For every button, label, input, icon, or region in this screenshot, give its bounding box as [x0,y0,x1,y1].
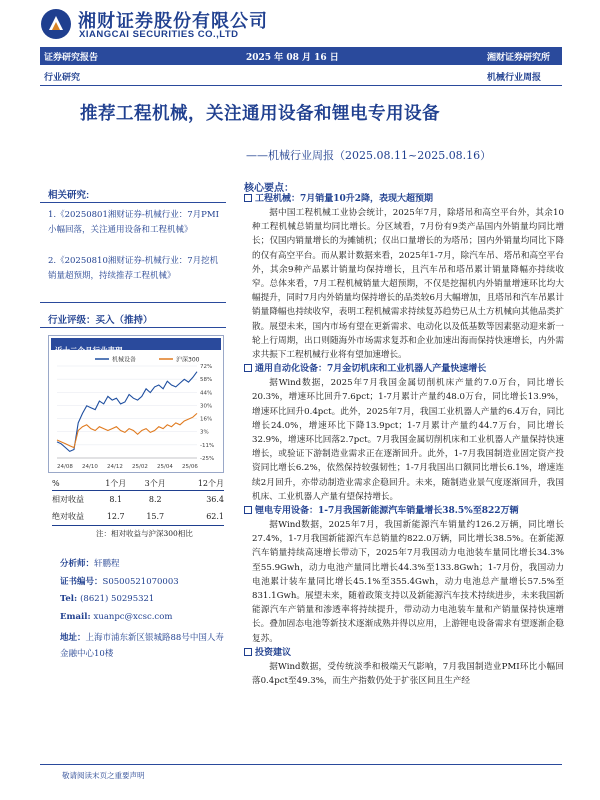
legend-label: 机械设备 [112,356,137,364]
analyst-name: 轩鹏程 [94,559,120,569]
section [244,192,564,362]
table-cell: 8.2 [148,495,162,504]
footer-disclaimer: 敬请阅读末页之重要声明 [62,771,145,780]
footer-divider [40,764,562,765]
x-tick-label: 25/04 [157,464,173,470]
checkbox-icon [244,648,252,656]
returns-table [52,477,224,526]
header-divider [40,85,562,86]
related-item[interactable]: 1.《20250801湘财证券-机械行业：7月PMI小幅回落，关注通用设备和工程机械》 [48,210,219,235]
table-note: 注：相对收益与沪深300相比 [96,529,193,538]
section-title: 投资建议 [244,646,564,660]
company-name-en: XIANGCAI SECURITIES CO.,LTD [79,29,239,40]
performance-chart-box [48,335,224,473]
table-cell: 15.7 [146,512,165,521]
address-label: 地址： [60,633,86,643]
main-content [244,192,564,688]
cert-label: 证书编号： [60,576,103,587]
section-title: 锂电专用设备：1-7月我国新能源汽车销量增长38.5%至822万辆 [244,504,564,518]
table-cell: 12.7 [106,512,125,521]
industry-rating: 行业评级：买入（推持） [48,315,153,326]
address-block [60,630,228,662]
x-tick-label: 24/10 [82,464,98,470]
checkbox-icon [244,364,252,372]
section-body: 据Wind数据，2025年7月，我国新能源汽车销量约126.2万辆，同比增长27.4%，1-7月我国新能源汽车总销量约822.0万辆，同比增长38.5%。在新能源汽车销量持续高速增长带动下，2025年7月我国动力电池装车量同比增长34.3%至55.9Gwh，动力电池产量同比增长44.3%至133.8Gwh；1-7月份，我国动力电池累计装车量同比增长45.1%至355.4Gwh，动力电池总产量增长57.5%至831.1Gwh。展望未来，随着政策支持以及新能源汽车技术持续进步，未来我国新能源汽车产销量和渗透率将持续提升，带动动力电池装车量和产销量保持快速增长。叠加固态电池等新技术逐渐成熟并得以应用，上游锂电设备需求有望逐渐企稳复苏。 [252,520,564,644]
section [244,504,564,646]
x-tick-label: 24/12 [107,464,123,470]
checkbox-icon [244,506,252,514]
y-tick-label: -25% [200,456,215,462]
x-tick-label: 24/08 [57,464,73,470]
email-label: Email: [60,611,91,622]
y-tick-label: -11% [200,442,215,449]
section-title: 工程机械：7月销量10升2降，表现大超预期 [244,192,564,206]
section-body: 据Wind数据，2025年7月我国金属切削机床产量约7.0万台，同比增长20.3%，增速环比回升7.6pct；1-7月累计产量约48.0万台，同比增长13.9%，增速环比回升0.4pct。此外，2025年7月，我国工业机器人产量约6.4万台，同比增长24.0%，增速环比下降13.9pct；1-7月累计产量约44.7万台，同比增长32.9%，增速环比回落2.7pct。7月我国金属切削机床和工业机器人产量保持快速增长，或验证下游制造业需求正在逐渐回升。此外，1-7月我国制造业固定资产投资同比增长6.2%，依然保持较强韧性；1-7月我国出口额同比增长6.1%，增速连续2月回升，亦带动制造业需求企稳回升。未来，随制造业景气度逐渐回升，我国机床、工业机器人产量有望保持增长。 [252,378,564,502]
y-tick-label: 58% [200,377,213,384]
table-cell: 62.1 [206,512,224,521]
table-header-cell: 1个月 [105,479,127,488]
y-tick-label: 16% [200,416,213,423]
tel-value: (8621) 50295321 [80,594,155,604]
table-cell: 36.4 [206,495,224,504]
analyst-info [60,556,228,626]
section-title: 通用自动化设备：7月金切机床和工业机器人产量快速增长 [244,362,564,376]
analyst-label: 分析师： [60,559,95,569]
table-row [52,491,224,509]
table-row [52,508,224,526]
table-header-cell: 3个月 [144,479,166,488]
chart-title: 近十二个月行业表现 [55,346,123,355]
section-body: 据Wind数据，受传统淡季和极端天气影响，7月我国制造业PMI环比小幅回落0.4pct至49.3%，而生产指数仍处于扩张区间且生产经 [252,661,564,687]
tel-label: Tel: [60,594,78,604]
address-value: 上海市浦东新区银城路88号中国人寿金融中心10楼 [60,633,224,659]
returns-table-header [52,477,224,491]
email-link[interactable]: xuanpc@xcsc.com [93,611,173,622]
y-tick-label: 3% [200,429,209,436]
table-cell: 相对收益 [52,495,84,504]
related-research-title: 相关研究: [48,190,90,201]
core-points-title: 核心要点： [244,183,294,194]
section [244,362,564,504]
cert-value: S0500521070003 [102,576,179,587]
related-divider-bottom [40,302,226,303]
related-divider-top [40,202,226,203]
related-item[interactable]: 2.《20250810湘财证券-机械行业：7月挖机销量超预期，持续推荐工程机械》 [48,256,219,281]
logo-icon [40,8,72,40]
table-header-cell: 12个月 [197,479,224,488]
x-tick-label: 25/06 [182,464,198,470]
y-tick-label: 72% [200,364,213,370]
legend-label: 沪深300 [176,356,200,364]
rating-divider [40,327,226,328]
company-logo [40,8,72,40]
y-tick-label: 44% [200,390,213,397]
checkbox-icon [244,194,252,202]
table-cell: 8.1 [109,495,123,504]
institute: 湘财证券研究所 [487,53,551,63]
subcategory: 机械行业周报 [487,73,542,83]
page-subtitle: ——机械行业周报（2025.08.11~2025.08.16） [246,149,492,162]
chart-title-bar [51,338,221,355]
series-line-机械设备 [57,372,197,452]
report-type: 证券研究报告 [44,53,99,63]
performance-line-chart [49,352,223,472]
x-tick-label: 25/02 [132,464,148,470]
page-title: 推荐工程机械，关注通用设备和锂电专用设备 [80,103,440,123]
section-body: 据中国工程机械工业协会统计，2025年7月，除塔吊和高空平台外，其余10种工程机械总销量均同比增长。分区域看，7月份有9类产品国内外销量均同比增长；仅国内销量增长的为摊铺机；仅出口量增长的为塔吊；国内外销量均同比下降的仅有高空平台。而从累计数据来看，2025年1-7月，除汽车吊、塔吊和高空平台外，其余9种产品累计销量均保持增长，且汽车吊和塔吊累计销量降幅亦持续收窄。总体来看，7月工程机械销量大超预期，不仅是挖掘机内外销量增速环比均大幅提升，同时7月内外销量均保持增长的品类较6月大幅增加，且塔吊和汽车吊累计销量降幅也持续收窄，表明工程机械需求持续复苏趋势已从土方机械向其他品类扩散。展望未来，国内市场有望在更新需求、电动化以及低基数等因素驱动迎来新一轮上行周期，出口则随海外市场需求复苏和企业加速出海而保持快速增长，内外需求共振下工程机械行业将有望加速增长。 [252,208,564,361]
table-header-cell: % [52,479,60,488]
category: 行业研究 [44,73,81,83]
section [244,646,564,688]
report-date: 2025 年 08 月 16 日 [246,53,339,63]
y-tick-label: 30% [200,403,213,410]
table-cell: 绝对收益 [52,512,84,521]
company-name-cn: 湘财证券股份有限公司 [78,11,268,31]
